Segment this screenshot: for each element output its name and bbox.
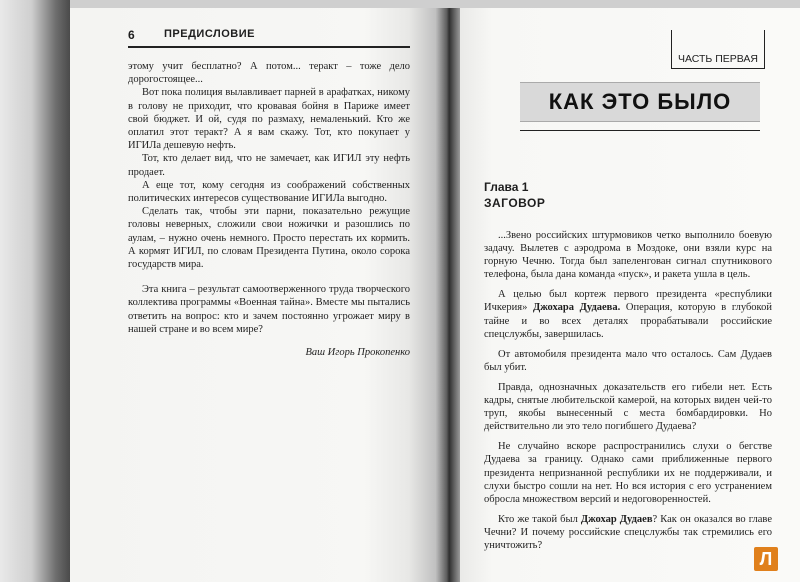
text-span: Кто же такой был bbox=[498, 513, 581, 525]
paragraph: Тот, кто делает вид, что не замечает, как ИГИЛ эту нефть продает. bbox=[128, 153, 410, 178]
paragraph: Не случайно вскоре распространились слухи о бегстве Дудаева за границу. Однако сами приближенные первого президента непризнанной республики их не поддерживали, и слухи быстро сошли на нет. Но вся история с его устранением обросла множеством версий и недоговоренностей. bbox=[484, 441, 772, 505]
text-span: Операция, которую в глубокой тайне и во всех деталях прорабатывали российские спецслужбы, завершилась. bbox=[484, 302, 772, 340]
section-title: ПРЕДИСЛОВИЕ bbox=[164, 28, 255, 40]
bold-name: Джохара Дудаева. bbox=[532, 302, 621, 314]
part-label-frame bbox=[671, 30, 765, 50]
paragraph: Эта книга – результат самоотверженного труда творческого коллектива программы «Военная тайна». Вместе мы пытались ответить на вопрос: кто и зачем постоянно угрожает миру в нашей стране и во всем мире? bbox=[128, 284, 410, 335]
text-span: А целью был кортеж первого президента «республики Ичкерия» bbox=[484, 289, 772, 314]
paragraph: От автомобиля президента мало что осталось. Сам Дудаев был убит. bbox=[484, 348, 772, 373]
chapter-label: Глава 1 bbox=[484, 180, 529, 194]
text-span: ? Как он оказался во главе Чечни? И почему российские спецслужбы так стремились его уничтожить? bbox=[484, 513, 772, 551]
paragraph: ...Звено российских штурмовиков четко выполнило боевую задачу. Вылетев с аэродрома в Моздоке, они взяли курс на горную Чечню. Тогда был запеленгован сигнал спутникового телефона, была дана команда «пуск», и ракета ушла в цель. bbox=[484, 230, 772, 281]
paragraph: А еще тот, кому сегодня из соображений собственных политических интересов существование ИГИЛа выгодно. bbox=[128, 179, 410, 205]
part-title: КАК ЭТО БЫЛО bbox=[520, 82, 760, 122]
bold-name: Джохар Дудаев bbox=[580, 513, 653, 525]
running-head bbox=[128, 30, 410, 48]
paragraph: Вот пока полиция вылавливает парней в арафатках, никому в голову не приходит, что кровавая бойня в Париже имеет свой бюджет. И ой, судя по размаху, немаленький. Кто же оплатил этот теракт? А я вам скажу. Тот, кто покупает у ИГИЛа дешевую нефть. bbox=[128, 87, 410, 152]
signature: Ваш Игорь Прокопенко bbox=[305, 347, 410, 359]
heading-rule bbox=[520, 130, 760, 131]
left-page-text bbox=[128, 60, 410, 359]
right-page-text bbox=[484, 229, 772, 559]
chapter-title: ЗАГОВОР bbox=[484, 196, 546, 210]
paragraph: Сделать так, чтобы эти парни, показательно режущие головы неверных, сложили свои ножички и разошлись по аулам, – нужно очень немного. Просто перестать их кормить. А кормят ИГИЛ, по словам Президента Путина, около сорока государств мира. bbox=[128, 206, 410, 271]
paragraph: этому учит бесплатно? А потом... теракт – тоже дело дорогостоящее... bbox=[128, 61, 410, 86]
book-gutter bbox=[436, 8, 460, 582]
page-number: 6 bbox=[128, 28, 135, 42]
publisher-logo: Л bbox=[754, 547, 778, 571]
paragraph bbox=[484, 288, 772, 340]
paragraph: Правда, однозначных доказательств его гибели нет. Есть кадры, снятые любительской камерой, на которых виден чей-то труп, якобы вынесенный с места бомбардировки. Но действительно ли это тело погибшего Дудаева? bbox=[484, 381, 772, 433]
scanner-edge-left bbox=[0, 0, 70, 582]
paragraph bbox=[484, 513, 772, 552]
part-label: ЧАСТЬ ПЕРВАЯ bbox=[671, 50, 765, 69]
